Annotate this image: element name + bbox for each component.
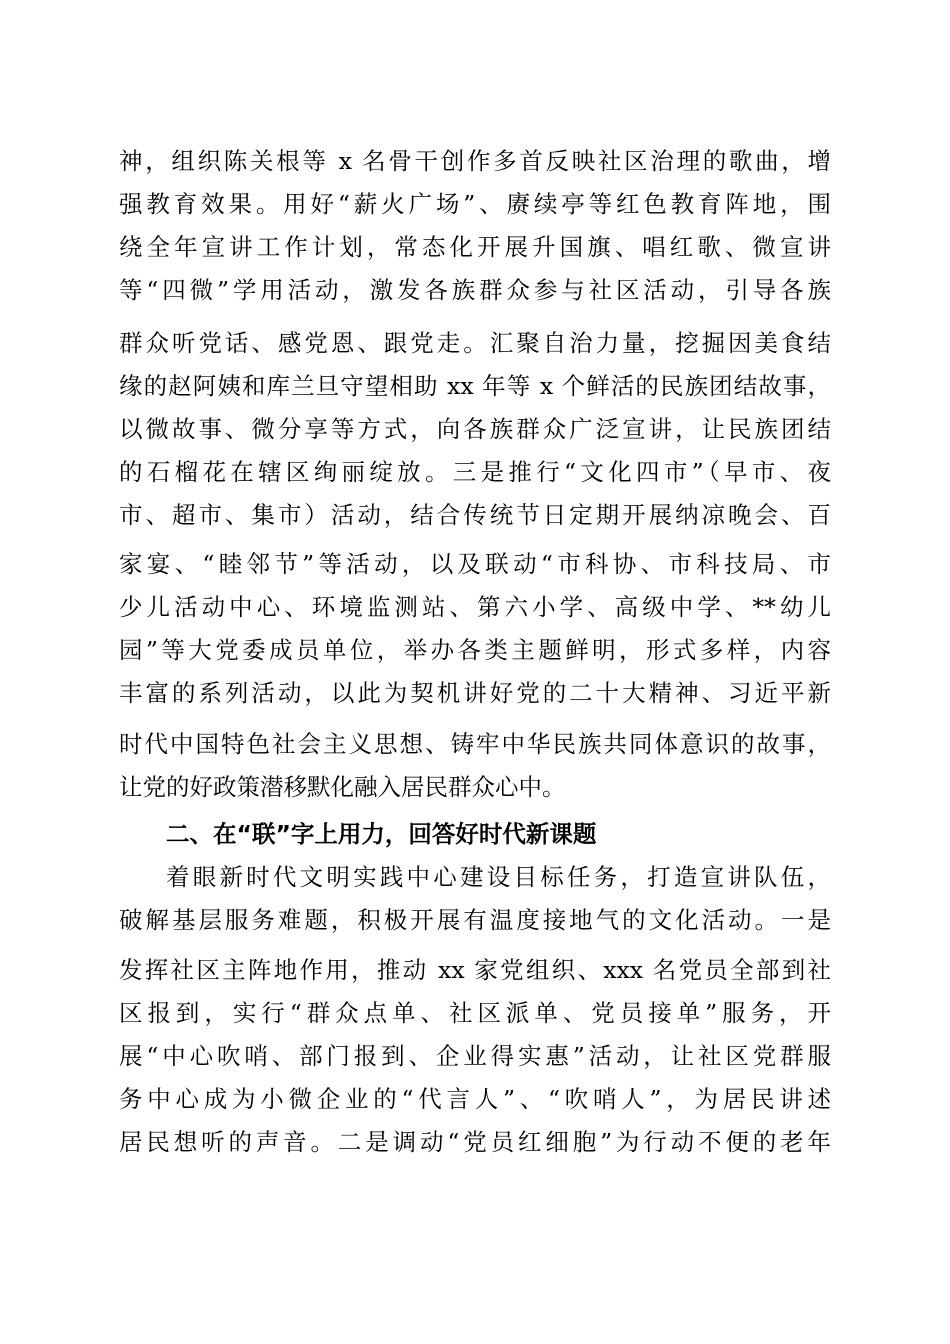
body-line: 务中心成为小微企业的“代言人”、“吹哨人”，为居民讲述 bbox=[119, 1085, 831, 1113]
body-line-first: 着眼新时代文明实践中心建设目标任务，打造宣讲队伍， bbox=[166, 863, 831, 891]
body-line: 群众听党话、感党恩、跟党走。汇聚自治力量，挖掘因美食结 bbox=[119, 329, 831, 357]
body-line: 丰富的系列活动，以此为契机讲好党的二十大精神、习近平新 bbox=[119, 679, 831, 707]
body-line: 绕全年宣讲工作计划，常态化开展升国旗、唱红歌、微宣讲 bbox=[119, 233, 831, 261]
body-line: 少儿活动中心、环境监测站、第六小学、高级中学、**幼儿 bbox=[119, 593, 831, 621]
body-line: 居民想听的声音。二是调动“党员红细胞”为行动不便的老年 bbox=[119, 1128, 831, 1156]
body-line: 以微故事、微分享等方式，向各族群众广泛宣讲，让民族团结 bbox=[119, 415, 831, 443]
body-line: 区报到，实行“群众点单、社区派单、党员接单”服务，开 bbox=[119, 999, 831, 1027]
body-line: 市、超市、集市）活动，结合传统节日定期开展纳凉晚会、百 bbox=[119, 501, 831, 529]
body-line: 时代中国特色社会主义思想、铸牢中华民族共同体意识的故事， bbox=[119, 730, 831, 758]
body-line: 强教育效果。用好“薪火广场”、赓续亭等红色教育阵地，围 bbox=[119, 190, 831, 218]
section-heading: 二、在“联”字上用力，回答好时代新课题 bbox=[166, 820, 597, 848]
body-line: 家宴、“睦邻节”等活动，以及联动“市科协、市科技局、市 bbox=[119, 550, 831, 578]
body-line: 缘的赵阿姨和库兰旦守望相助 xx 年等 x 个鲜活的民族团结故事， bbox=[119, 372, 831, 400]
body-line: 发挥社区主阵地作用，推动 xx 家党组织、xxx 名党员全部到社 bbox=[119, 956, 831, 984]
body-line: 神，组织陈关根等 x 名骨干创作多首反映社区治理的歌曲，增 bbox=[119, 147, 831, 175]
body-line: 破解基层服务难题，积极开展有温度接地气的文化活动。一是 bbox=[119, 906, 831, 934]
body-line: 的石榴花在辖区绚丽绽放。三是推行“文化四市”（早市、夜 bbox=[119, 458, 831, 486]
body-line-last: 让党的好政策潜移默化融入居民群众心中。 bbox=[119, 773, 566, 801]
body-line: 园”等大党委成员单位，举办各类主题鲜明，形式多样，内容 bbox=[119, 636, 831, 664]
body-line: 展“中心吹哨、部门报到、企业得实惠”活动，让社区党群服 bbox=[119, 1042, 831, 1070]
body-line: 等“四微”学用活动，激发各族群众参与社区活动，引导各族 bbox=[119, 276, 831, 304]
